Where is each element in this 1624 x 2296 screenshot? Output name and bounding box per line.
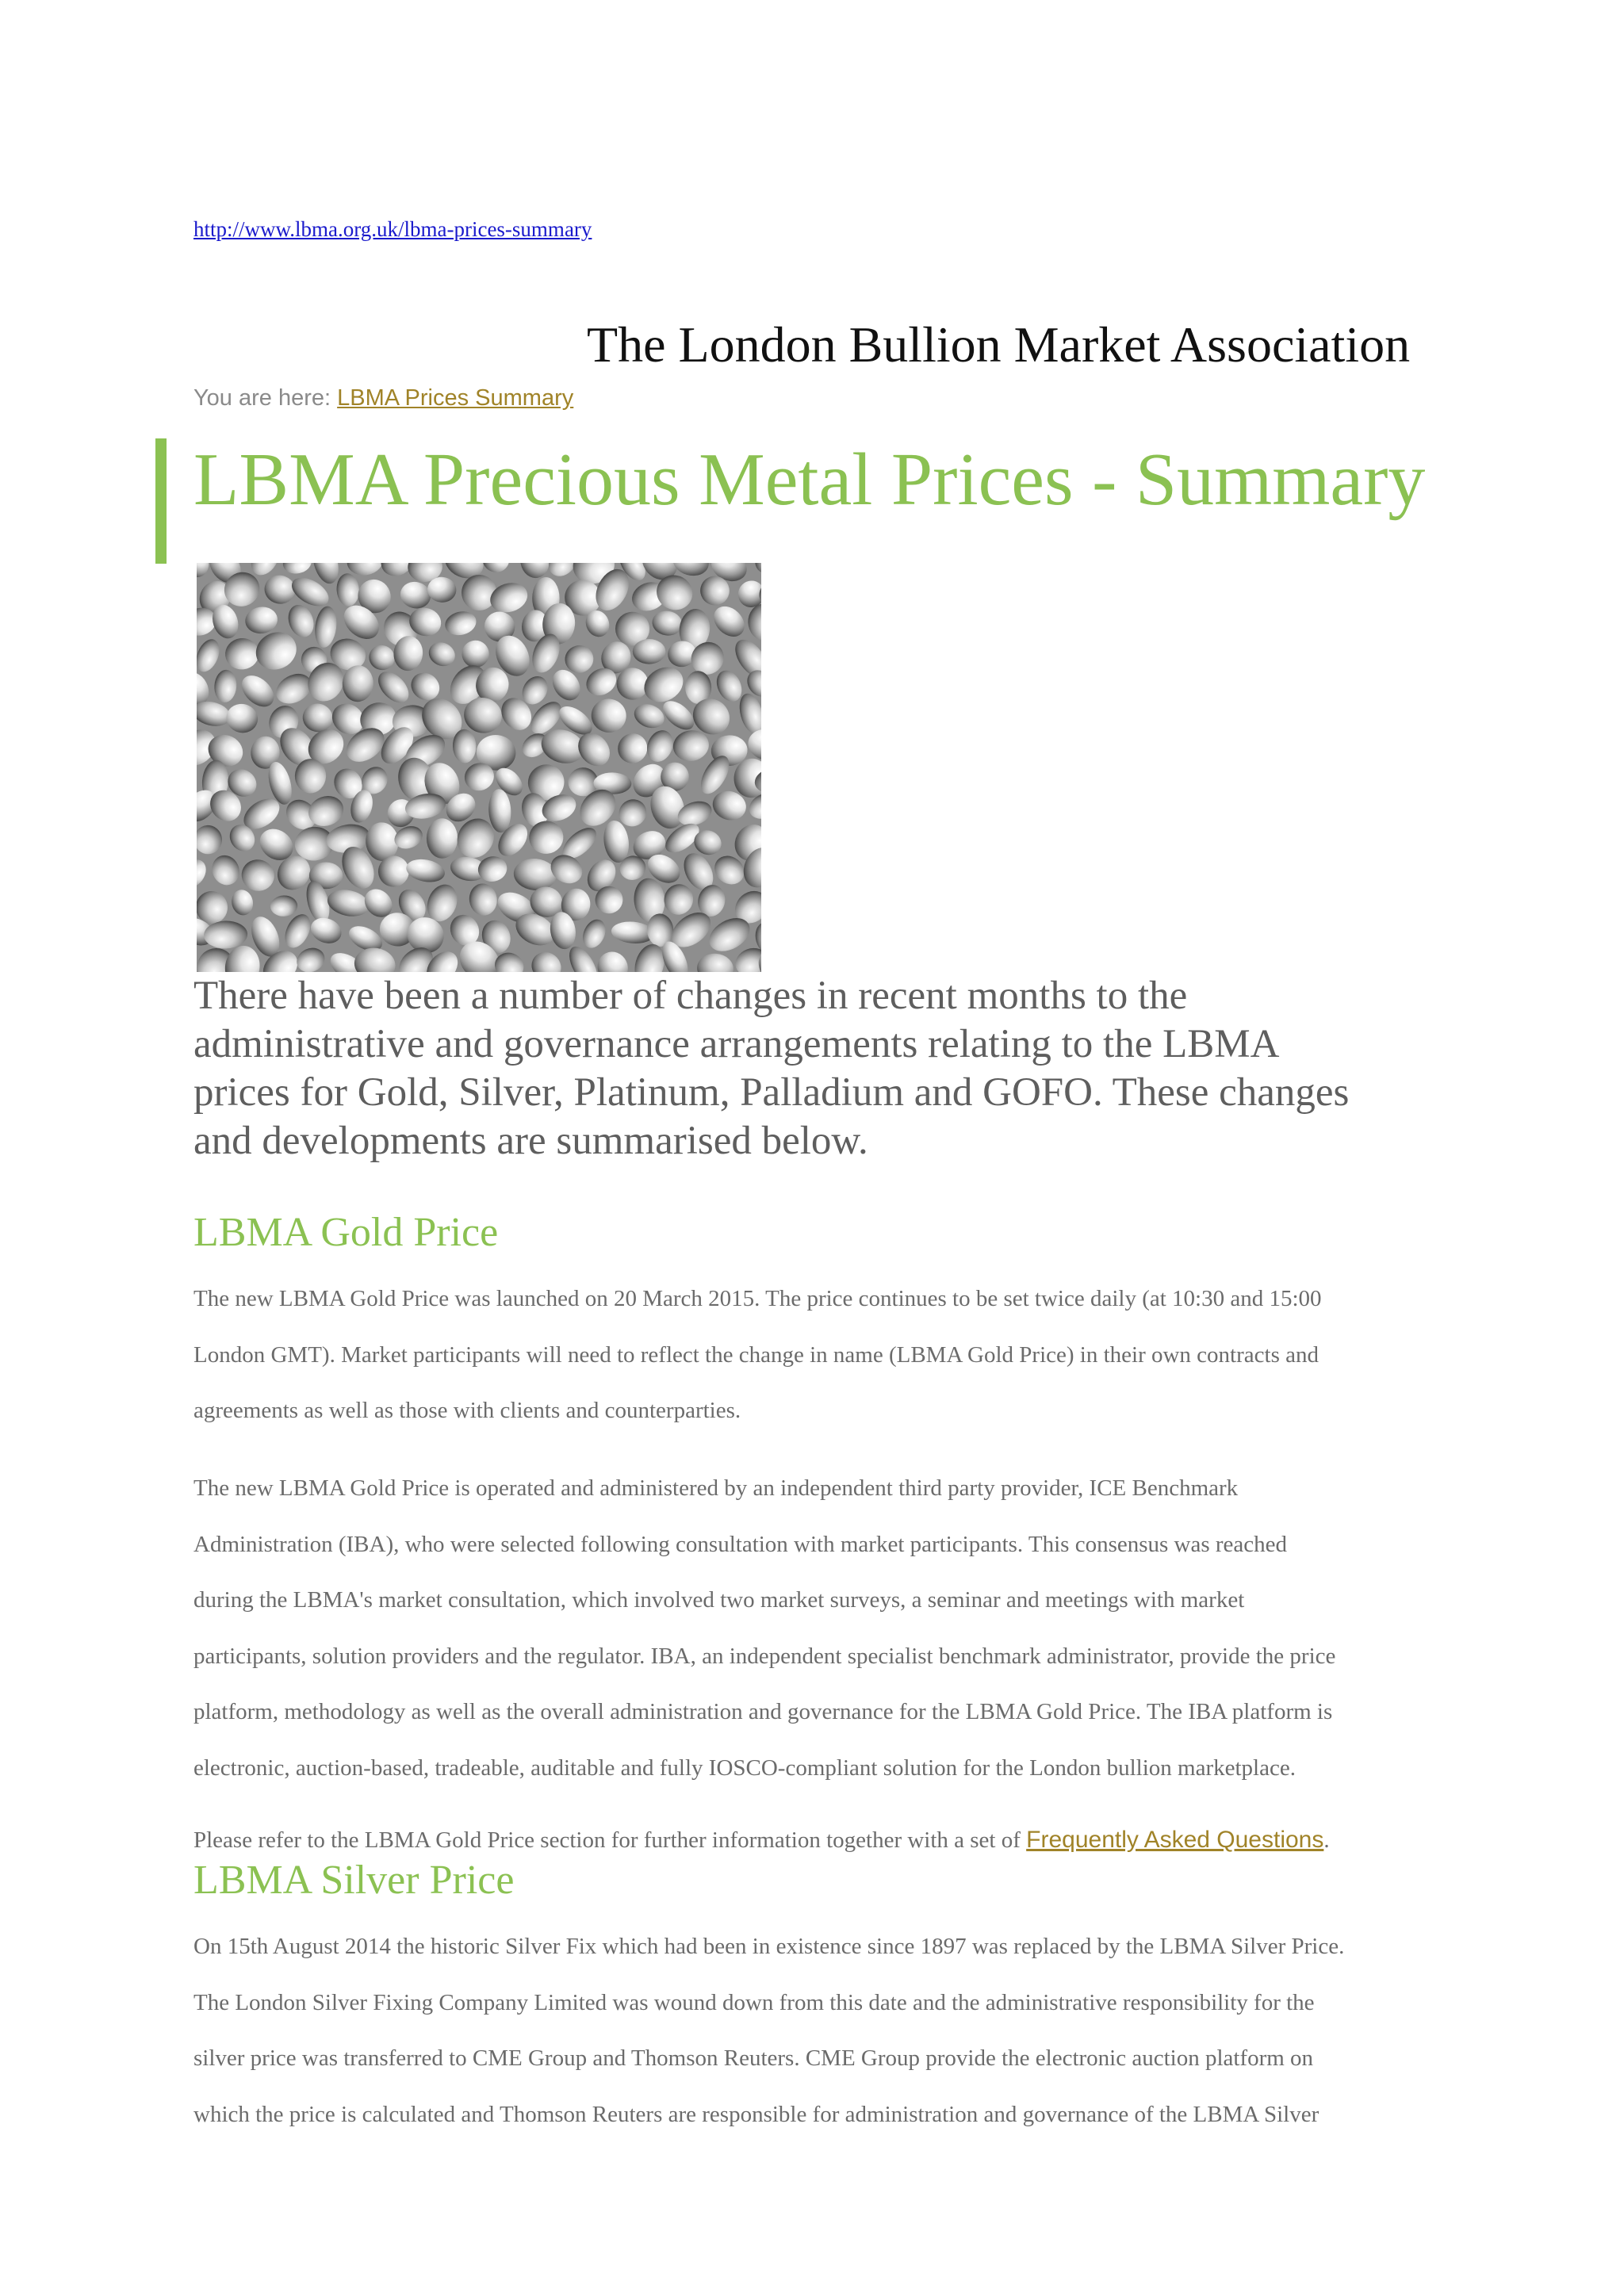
text-line: The new LBMA Gold Price was launched on 20 March 2015. The price continues to be set twice daily (at 10:30 and 15:00 [193, 1286, 1322, 1311]
silver-granules-image [197, 563, 761, 972]
silver-paragraph-1 [193, 1919, 1454, 2142]
intro-line: and developments are summarised below. [193, 1119, 868, 1163]
silver-granules-illustration [197, 563, 761, 972]
gold-para3-prefix: Please refer to the LBMA Gold Price section for further information together with a set of [193, 1827, 1027, 1853]
silver-granule [633, 639, 666, 664]
text-line: participants, solution providers and the regulator. IBA, an independent specialist benchmark administrator, provide the price [193, 1643, 1336, 1669]
breadcrumb [193, 385, 573, 411]
gold-para3-suffix: . [1323, 1827, 1330, 1853]
text-line: which the price is calculated and Thomson Reuters are responsible for administration and governance of the LBMA Silver [193, 2101, 1320, 2127]
text-line: On 15th August 2014 the historic Silver Fix which had been in existence since 1897 was replaced by the LBMA Silver Price. [193, 1934, 1345, 1959]
text-line: platform, methodology as well as the overall administration and governance for the LBMA Gold Price. The IBA platform is [193, 1699, 1333, 1724]
gold-paragraph-1 [193, 1271, 1454, 1439]
association-title: The London Bullion Market Association [587, 316, 1411, 373]
intro-paragraph [193, 972, 1446, 1165]
source-url-link[interactable]: http://www.lbma.org.uk/lbma-prices-summary [193, 217, 592, 241]
text-line: Administration (IBA), who were selected following consultation with market participants. This consensus was reached [193, 1531, 1288, 1557]
gold-paragraph-2 [193, 1460, 1454, 1796]
text-line: during the LBMA's market consultation, which involved two market surveys, a seminar and meetings with market [193, 1587, 1245, 1613]
breadcrumb-link-lbma-prices-summary[interactable]: LBMA Prices Summary [337, 385, 574, 411]
title-accent-bar [155, 438, 167, 564]
intro-line: prices for Gold, Silver, Platinum, Palladium and GOFO. These changes [193, 1070, 1350, 1115]
page-title: LBMA Precious Metal Prices - Summary [193, 438, 1426, 521]
text-line: agreements as well as those with clients and counterparties. [193, 1398, 741, 1423]
gold-price-heading: LBMA Gold Price [193, 1210, 499, 1255]
silver-granule [427, 818, 458, 858]
intro-line: administrative and governance arrangements relating to the LBMA [193, 1022, 1280, 1066]
text-line: London GMT). Market participants will need to reflect the change in name (LBMA Gold Price) in their own contracts and [193, 1341, 1319, 1368]
text-line: The new LBMA Gold Price is operated and administered by an independent third party provider, ICE Benchmark [193, 1475, 1239, 1501]
silver-price-heading: LBMA Silver Price [193, 1858, 515, 1903]
text-line: silver price was transferred to CME Group and Thomson Reuters. CME Group provide the electronic auction platform on [193, 2045, 1314, 2071]
faq-link[interactable]: Frequently Asked Questions [1026, 1827, 1324, 1853]
text-line: electronic, auction-based, tradeable, auditable and fully IOSCO-compliant solution for the London bullion marketplace. [193, 1755, 1296, 1781]
breadcrumb-prefix: You are here: [193, 385, 338, 411]
text-line: The London Silver Fixing Company Limited was wound down from this date and the administrative responsibility for the [193, 1989, 1315, 2015]
intro-line: There have been a number of changes in recent months to the [193, 974, 1188, 1018]
